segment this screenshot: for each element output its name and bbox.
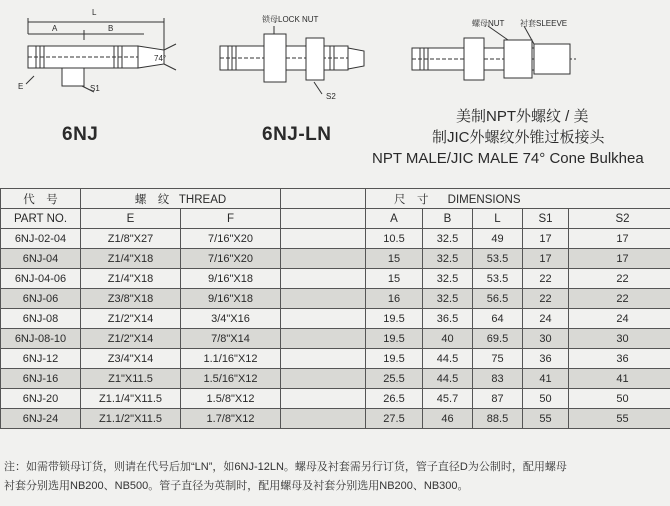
cell-s2: 30: [569, 329, 670, 349]
cell-s1: 22: [523, 269, 569, 289]
header-part-en: PART NO.: [1, 209, 81, 229]
cell-s1: 22: [523, 289, 569, 309]
cell-part: 6NJ-06: [1, 289, 81, 309]
cell-s2: 22: [569, 289, 670, 309]
cell-e: Z1.1/4"X11.5: [81, 389, 181, 409]
figure-label-6nj-ln: 6NJ-LN: [262, 124, 332, 145]
cell-blank: [281, 409, 366, 429]
cell-b: 45.7: [423, 389, 473, 409]
cell-e: Z1/4"X18: [81, 249, 181, 269]
cell-s2: 22: [569, 269, 670, 289]
cell-f: 9/16"X18: [181, 269, 281, 289]
cell-part: 6NJ-04-06: [1, 269, 81, 289]
table-row: [1, 369, 670, 389]
cell-part: 6NJ-08: [1, 309, 81, 329]
cell-b: 32.5: [423, 229, 473, 249]
cell-blank: [281, 369, 366, 389]
header-a: A: [366, 209, 423, 229]
footnote-line-1: 注：如需带锁母订货，则请在代号后加“LN”，如6NJ-12LN。螺母及衬套需另行订货，管子直径D为公制时，配用螺母: [4, 461, 567, 473]
cell-b: 32.5: [423, 269, 473, 289]
cell-s1: 17: [523, 229, 569, 249]
cell-b: 36.5: [423, 309, 473, 329]
nut-label: 螺母NUT: [472, 19, 505, 28]
cell-s2: 17: [569, 229, 670, 249]
table-row: [1, 229, 670, 249]
cell-b: 46: [423, 409, 473, 429]
table-row: [1, 389, 670, 409]
table-row: [1, 249, 670, 269]
figure-6nj-ln: [214, 4, 374, 114]
cell-e: Z3/4"X14: [81, 349, 181, 369]
footnote-line-2: 衬套分别选用NB200、NB500。管子直径为英制时，配用螺母及衬套分别选用NB200、NB300。: [4, 480, 469, 492]
header-thread-cn: [81, 189, 281, 209]
table-header-row-1: [1, 189, 670, 209]
dim-s2: S2: [326, 92, 336, 101]
cell-part: 6NJ-04: [1, 249, 81, 269]
cell-part: 6NJ-02-04: [1, 229, 81, 249]
cell-a: 25.5: [366, 369, 423, 389]
cell-s1: 55: [523, 409, 569, 429]
cell-l: 75: [473, 349, 523, 369]
figure-nut-sleeve: [404, 4, 584, 94]
cell-f: 7/16"X20: [181, 229, 281, 249]
cell-e: Z3/8"X18: [81, 289, 181, 309]
header-s1: S1: [523, 209, 569, 229]
cell-s2: 36: [569, 349, 670, 369]
cell-part: 6NJ-20: [1, 389, 81, 409]
cell-l: 56.5: [473, 289, 523, 309]
cell-a: 26.5: [366, 389, 423, 409]
cell-blank: [281, 349, 366, 369]
cell-b: 32.5: [423, 289, 473, 309]
table-row: [1, 409, 670, 429]
cell-part: 6NJ-08-10: [1, 329, 81, 349]
cell-s1: 24: [523, 309, 569, 329]
dim-s1: S1: [90, 84, 100, 93]
cell-s2: 24: [569, 309, 670, 329]
spec-table-body: [1, 229, 670, 429]
cell-e: Z1.1/2"X11.5: [81, 409, 181, 429]
dim-l: L: [92, 8, 97, 17]
lock-nut-label: 锁母LOCK NUT: [262, 15, 319, 24]
cell-l: 87: [473, 389, 523, 409]
cell-a: 27.5: [366, 409, 423, 429]
cell-f: 1.7/8"X12: [181, 409, 281, 429]
sleeve-label: 衬套SLEEVE: [520, 19, 568, 28]
cell-l: 83: [473, 369, 523, 389]
figure-6nj: [14, 4, 184, 104]
dim-angle: 74°: [154, 54, 167, 63]
cell-l: 49: [473, 229, 523, 249]
header-s2: S2: [569, 209, 670, 229]
cell-l: 64: [473, 309, 523, 329]
cell-e: Z1/4"X18: [81, 269, 181, 289]
cell-e: Z1/2"X14: [81, 329, 181, 349]
cell-a: 15: [366, 249, 423, 269]
cell-a: 19.5: [366, 349, 423, 369]
cell-l: 53.5: [473, 249, 523, 269]
cell-b: 44.5: [423, 349, 473, 369]
cell-a: 10.5: [366, 229, 423, 249]
cell-e: Z1/8"X27: [81, 229, 181, 249]
header-part-cn: 代 号: [1, 189, 81, 209]
cell-s2: 55: [569, 409, 670, 429]
cell-f: 1.5/16"X12: [181, 369, 281, 389]
cell-s1: 41: [523, 369, 569, 389]
cell-a: 16: [366, 289, 423, 309]
table-row: [1, 349, 670, 369]
dim-e: E: [18, 82, 24, 91]
title-line-2: 制JIC外螺纹外锥过板接头: [432, 129, 605, 146]
header-b: B: [423, 209, 473, 229]
cell-part: 6NJ-24: [1, 409, 81, 429]
title-line-3: NPT MALE/JIC MALE 74° Cone Bulkhea: [372, 150, 644, 167]
header-e: E: [81, 209, 181, 229]
footnote: [4, 458, 670, 496]
cell-blank: [281, 229, 366, 249]
table-row: [1, 269, 670, 289]
cell-blank: [281, 329, 366, 349]
spec-table: [0, 188, 670, 429]
header-thread-en-text: THREAD: [178, 193, 227, 206]
cell-l: 53.5: [473, 269, 523, 289]
header-f: F: [181, 209, 281, 229]
dim-b: B: [108, 24, 114, 33]
header-blank-2: [281, 209, 366, 229]
header-l: L: [473, 209, 523, 229]
cell-blank: [281, 249, 366, 269]
cell-blank: [281, 309, 366, 329]
cell-l: 88.5: [473, 409, 523, 429]
cell-b: 32.5: [423, 249, 473, 269]
cell-s1: 30: [523, 329, 569, 349]
table-row: [1, 309, 670, 329]
cell-blank: [281, 389, 366, 409]
header-thread-cn-text: 螺 纹: [134, 193, 170, 206]
cell-a: 19.5: [366, 329, 423, 349]
header-blank: [281, 189, 366, 209]
header-dim-cn-text: 尺 寸: [394, 193, 429, 206]
header-dim-en-text: DIMENSIONS: [447, 193, 521, 206]
cell-e: Z1/2"X14: [81, 309, 181, 329]
cell-a: 15: [366, 269, 423, 289]
cell-blank: [281, 269, 366, 289]
cell-f: 9/16"X18: [181, 289, 281, 309]
cell-f: 7/16"X20: [181, 249, 281, 269]
table-header-row-2: [1, 209, 670, 229]
table-row: [1, 329, 670, 349]
cell-b: 44.5: [423, 369, 473, 389]
dim-a: A: [52, 24, 58, 33]
cell-s2: 41: [569, 369, 670, 389]
cell-blank: [281, 289, 366, 309]
cell-f: 1.1/16"X12: [181, 349, 281, 369]
cell-s1: 50: [523, 389, 569, 409]
cell-f: 7/8"X14: [181, 329, 281, 349]
table-row: [1, 289, 670, 309]
cell-s1: 17: [523, 249, 569, 269]
cell-s1: 36: [523, 349, 569, 369]
cell-a: 19.5: [366, 309, 423, 329]
cell-s2: 50: [569, 389, 670, 409]
cell-f: 1.5/8"X12: [181, 389, 281, 409]
title-line-1: 美制NPT外螺纹 / 美: [456, 108, 589, 125]
cell-f: 3/4"X16: [181, 309, 281, 329]
header-dim: [366, 189, 670, 209]
cell-part: 6NJ-12: [1, 349, 81, 369]
figure-label-6nj: 6NJ: [62, 124, 99, 145]
cell-s2: 17: [569, 249, 670, 269]
cell-b: 40: [423, 329, 473, 349]
cell-e: Z1"X11.5: [81, 369, 181, 389]
cell-part: 6NJ-16: [1, 369, 81, 389]
cell-l: 69.5: [473, 329, 523, 349]
